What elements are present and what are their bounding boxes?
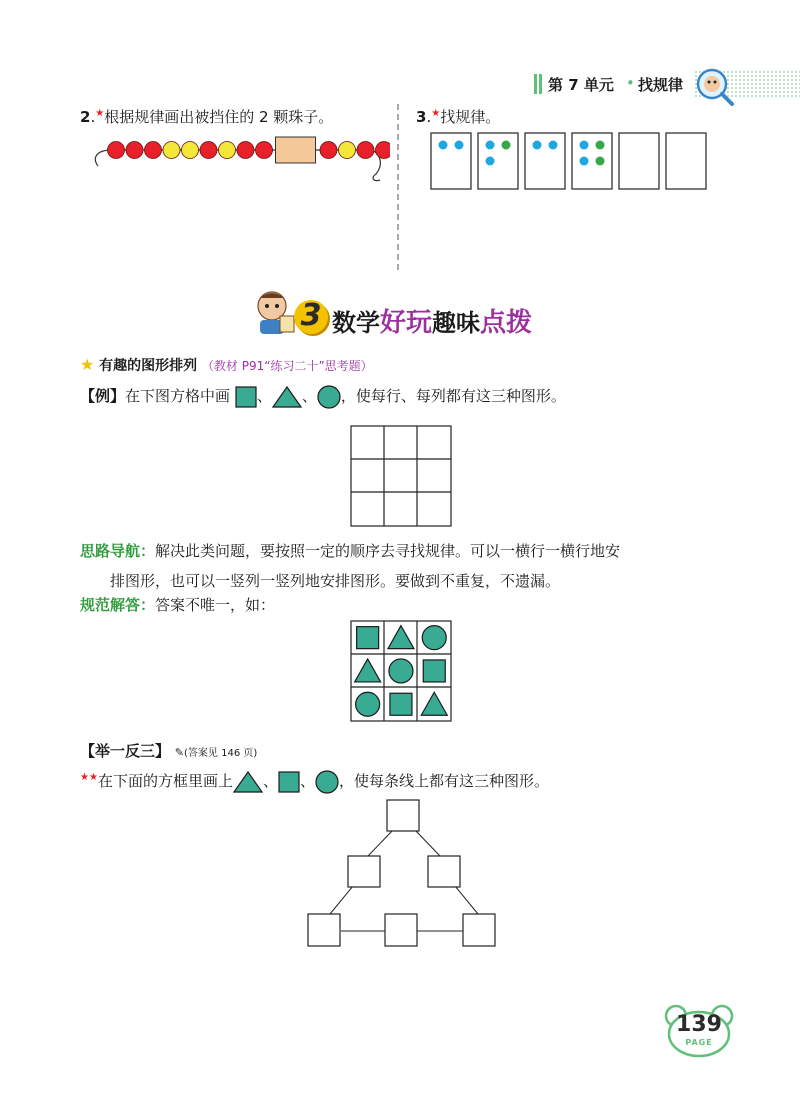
page-number: 139	[676, 1012, 722, 1037]
section-title: 数学好玩趣味点拨	[332, 308, 533, 338]
square-shape	[423, 660, 445, 682]
dot-card-6-blank	[666, 133, 706, 189]
answer-grid	[350, 620, 452, 722]
bead-group	[108, 137, 391, 163]
circle-shape	[356, 692, 380, 716]
dot-card-3	[525, 133, 565, 189]
page-number-badge	[664, 1004, 734, 1058]
answer-text: 答案不唯一，如：	[155, 596, 276, 614]
red-bead	[145, 142, 162, 159]
question-2-prompt: 2.★根据规律画出被挡住的 2 颗珠子。	[80, 108, 334, 126]
dot-card-4	[572, 133, 612, 189]
yellow-bead	[339, 142, 356, 159]
magnifier-mascot-icon	[694, 66, 736, 106]
triangle-box-diagram	[300, 798, 500, 952]
vertical-divider	[396, 104, 400, 274]
answer-box-bottom-right	[463, 914, 495, 946]
topic-label: 找规律	[638, 76, 684, 94]
hint-label: 思路导航：	[80, 542, 156, 560]
red-bead	[376, 142, 391, 159]
practice-text-before: 在下面的方框里画上	[97, 772, 233, 790]
answer-label: 规范解答：	[80, 596, 156, 614]
red-bead	[200, 142, 217, 159]
topic-title: 有趣的图形排列	[99, 358, 198, 374]
hint-line-2: 排图形，也可以一竖列一竖列地安排图形。要做到不重复，不遗漏。	[110, 572, 561, 590]
answer-line	[80, 594, 275, 615]
difficulty-star-icon: ★	[431, 108, 441, 119]
hidden-beads-cover	[276, 137, 316, 163]
header-accent-bars	[534, 74, 544, 94]
dot-card-2	[478, 133, 518, 189]
question-number: 3	[416, 108, 427, 126]
practice-prompt: ★★在下面的方框里画上 、 、 ，使每条线上都有这三种图形。	[80, 766, 549, 794]
square-shape	[390, 693, 412, 715]
header-dot: •	[626, 74, 635, 92]
page-word: PAGE	[685, 1038, 713, 1047]
circle-icon	[315, 770, 339, 794]
dot-card-5-blank	[619, 133, 659, 189]
answer-box-top	[387, 800, 419, 831]
practice-label: 【举一反三】	[80, 742, 171, 760]
red-bead	[256, 142, 273, 159]
circle-shape	[389, 659, 413, 683]
star-icon: ★	[80, 355, 95, 374]
unit-label: 第 7 单元	[548, 76, 614, 94]
pencil-note-icon: ✎	[174, 746, 185, 759]
dot-card-1	[431, 133, 471, 189]
square-icon	[235, 386, 257, 408]
question-text: 根据规律画出被挡住的 2 颗珠子。	[104, 108, 334, 126]
red-bead	[357, 142, 374, 159]
hint-line-1: 解决此类问题，要按照一定的顺序去寻找规律。可以一横行一横行地安	[155, 542, 621, 560]
unit-header	[534, 66, 800, 102]
difficulty-star-icon: ★	[95, 108, 105, 119]
question-number: 2	[80, 108, 91, 126]
answer-box-middle-right	[428, 856, 460, 887]
answer-box-bottom-middle	[385, 914, 417, 946]
question-3-prompt: 3.★找规律。	[416, 108, 501, 126]
circle-icon	[317, 385, 341, 409]
square-icon	[278, 771, 300, 793]
yellow-bead	[163, 142, 180, 159]
topic-reference: （教材 P91“练习二十”思考题）	[201, 359, 373, 373]
difficulty-star-icon: ★★	[80, 772, 98, 783]
practice-note: (答案见 146 页)	[184, 748, 258, 759]
example-text-before: 在下图方格中画	[125, 387, 231, 405]
dot-card-sequence	[430, 132, 710, 194]
hint-paragraph	[80, 536, 620, 596]
triangle-icon	[233, 771, 263, 793]
answer-box-middle-left	[348, 856, 380, 887]
red-bead	[320, 142, 337, 159]
example-text-after: ，使每行、每列都有这三种图形。	[340, 387, 566, 405]
red-bead	[126, 142, 143, 159]
topic-heading	[80, 355, 373, 375]
empty-3x3-grid	[350, 425, 452, 527]
triangle-icon	[272, 386, 302, 408]
practice-heading	[80, 740, 257, 761]
mascot-icon	[250, 290, 300, 336]
answer-box-bottom-left	[308, 914, 340, 946]
bead-string	[90, 128, 390, 184]
section-number-badge: 3	[294, 300, 328, 334]
yellow-bead	[219, 142, 236, 159]
yellow-bead	[182, 142, 199, 159]
practice-text-after: ，使每条线上都有这三种图形。	[338, 772, 549, 790]
circle-shape	[422, 626, 446, 650]
red-bead	[108, 142, 125, 159]
example-label: 【例】	[80, 387, 126, 405]
question-text: 找规律。	[440, 108, 501, 126]
square-shape	[357, 627, 379, 649]
example-prompt: 【例】在下图方格中画 、 、 ，使每行、每列都有这三种图形。	[80, 384, 566, 409]
red-bead	[237, 142, 254, 159]
